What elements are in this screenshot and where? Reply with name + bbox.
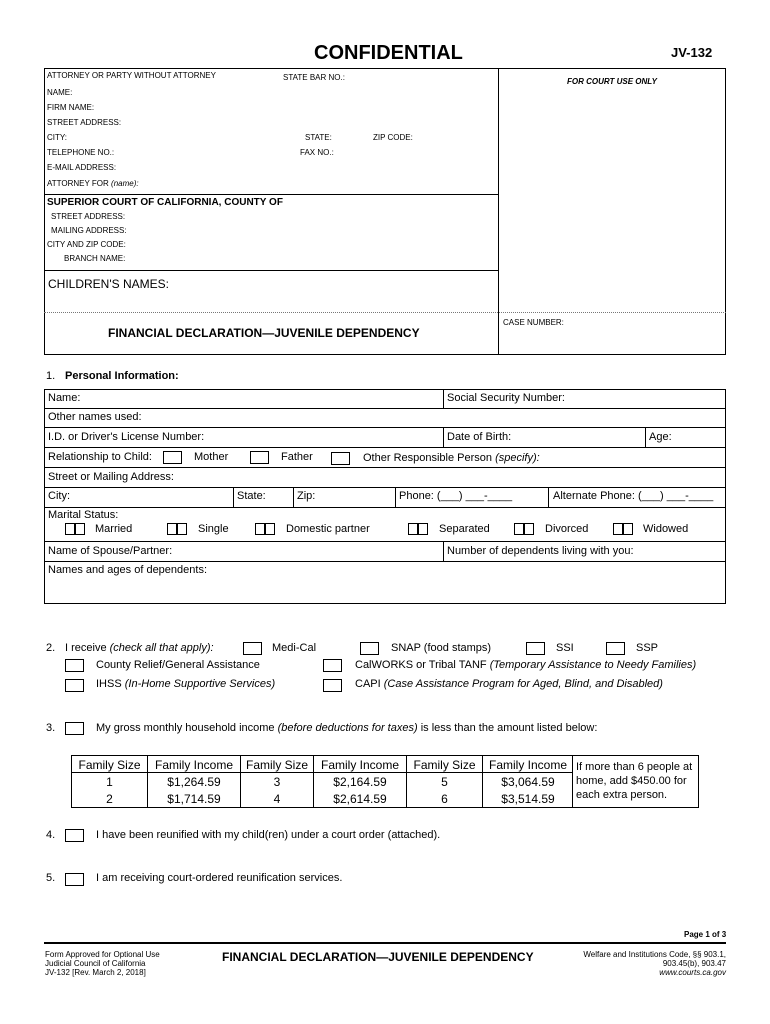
attorney-zip-label: ZIP CODE: (373, 133, 413, 142)
state-label: State: (237, 490, 266, 502)
spouse-label: Name of Spouse/Partner: (48, 545, 173, 557)
income-checkbox[interactable] (65, 722, 84, 735)
income-cell: 4 (273, 792, 281, 806)
ssn-input[interactable] (574, 392, 722, 406)
children-names-label: CHILDREN'S NAMES: (48, 277, 169, 291)
court-title: SUPERIOR COURT OF CALIFORNIA, COUNTY OF (47, 197, 283, 208)
attorney-for-label: ATTORNEY FOR (name): (47, 179, 139, 188)
attorney-state-label: STATE: (305, 133, 332, 142)
footer-left-line: Judicial Council of California (45, 959, 146, 968)
attorney-zip-input[interactable] (413, 131, 495, 145)
divorced-label: Divorced (545, 523, 589, 535)
court-mailing-input[interactable] (125, 224, 495, 238)
income-cell: $2,164.59 (333, 775, 387, 789)
court-street-input[interactable] (125, 210, 495, 224)
section1-number: 1. (46, 370, 56, 382)
section5-number: 5. (46, 872, 56, 884)
page-title: CONFIDENTIAL (314, 42, 463, 64)
email-input[interactable] (117, 161, 495, 175)
case-number-label: CASE NUMBER: (503, 318, 564, 327)
widowed-label: Widowed (643, 523, 689, 535)
email-label: E-MAIL ADDRESS: (47, 163, 117, 172)
marital-status-label: Marital Status: (48, 509, 119, 521)
court-street-label: STREET ADDRESS: (51, 212, 126, 221)
income-header-6: Family Income (488, 758, 568, 772)
name-input[interactable] (86, 392, 440, 406)
id-input[interactable] (215, 431, 440, 445)
fax-label: FAX NO.: (300, 148, 334, 157)
footer-right-line: 903.45(b), 903.47 (662, 959, 726, 968)
county-relief-checkbox[interactable] (65, 659, 84, 672)
income-cell: $3,514.59 (501, 792, 555, 806)
form-title: FINANCIAL DECLARATION—JUVENILE DEPENDENCY (108, 326, 420, 340)
page-number: Page 1 of 3 (684, 930, 727, 939)
children-names-input[interactable] (165, 277, 495, 291)
income-cell: 2 (106, 792, 113, 806)
capi-checkbox[interactable] (323, 679, 342, 692)
attorney-street-label: STREET ADDRESS: (47, 118, 122, 127)
county-input[interactable] (288, 196, 495, 210)
section4-number: 4. (46, 829, 56, 841)
dependents-input[interactable] (48, 580, 720, 594)
footer-left-line: JV-132 [Rev. March 2, 2018] (45, 968, 146, 977)
married-checkbox[interactable] (65, 523, 75, 535)
capi-label: CAPI (Case Assistance Program for Aged, Blind, and Disabled) (355, 678, 663, 690)
street-input[interactable] (184, 471, 722, 485)
state-bar-input[interactable] (345, 70, 495, 84)
single-checkbox[interactable] (167, 523, 177, 535)
calworks-checkbox[interactable] (323, 659, 342, 672)
telephone-input[interactable] (113, 146, 298, 160)
other-responsible-label: Other Responsible Person (specify): (363, 452, 540, 464)
footer-left-line: Form Approved for Optional Use (45, 950, 160, 959)
domestic-partner-label: Domestic partner (286, 523, 370, 535)
divorced-checkbox[interactable] (514, 523, 524, 535)
section1-title: Personal Information: (65, 370, 179, 382)
ssp-checkbox[interactable] (606, 642, 625, 655)
income-note-line: If more than 6 people at (576, 761, 693, 773)
medi-cal-checkbox[interactable] (243, 642, 262, 655)
form-id: JV-132 (671, 45, 713, 60)
section3-number: 3. (46, 722, 56, 734)
age-input[interactable] (675, 431, 723, 445)
income-header-2: Family Income (154, 758, 234, 772)
ssp-label: SSP (636, 642, 659, 654)
city-label: City: (48, 490, 70, 502)
snap-label: SNAP (food stamps) (391, 642, 492, 654)
other-responsible-checkbox[interactable] (331, 452, 350, 465)
income-cell: $1,714.59 (167, 792, 221, 806)
footer-right-line: Welfare and Institutions Code, §§ 903.1, (583, 950, 726, 959)
income-note-line: each extra person. (576, 789, 668, 801)
city-input[interactable] (75, 490, 230, 504)
widowed-checkbox[interactable] (613, 523, 623, 535)
firm-name-label: FIRM NAME: (47, 103, 95, 112)
attorney-name-label: NAME: (47, 88, 73, 97)
footer-website-link[interactable]: www.courts.ca.gov (659, 968, 726, 977)
section3-text: My gross monthly household income (before deductions for taxes) is less than the amount listed below: (96, 722, 598, 734)
calworks-label: CalWORKS or Tribal TANF (Temporary Assistance to Needy Families) (355, 659, 697, 671)
mother-label: Mother (194, 451, 229, 463)
section2-number: 2. (46, 642, 56, 654)
attorney-for-input[interactable] (135, 177, 495, 191)
income-cell: 3 (273, 775, 281, 789)
mother-checkbox[interactable] (163, 451, 182, 464)
married-label: Married (95, 523, 133, 535)
section5-text: I am receiving court-ordered reunification services. (96, 872, 343, 884)
income-header-1: Family Size (78, 758, 141, 772)
case-number-input[interactable] (503, 334, 721, 348)
dependents-count-label: Number of dependents living with you: (447, 545, 634, 557)
income-cell: $3,064.59 (501, 775, 555, 789)
income-header-3: Family Size (245, 758, 308, 772)
alt-phone-label[interactable]: Alternate Phone: (___) ___-____ (553, 490, 714, 502)
attorney-city-input[interactable] (70, 131, 300, 145)
relationship-label: Relationship to Child: (48, 451, 152, 463)
attorney-street-input[interactable] (121, 116, 496, 130)
court-branch-label: BRANCH NAME: (64, 254, 126, 263)
income-cell: 1 (106, 775, 113, 789)
attorney-label: ATTORNEY OR PARTY WITHOUT ATTORNEY (47, 71, 216, 80)
section4-text: I have been reunified with my child(ren) under a court order (attached). (96, 829, 441, 841)
section2-lead: I receive (check all that apply): (65, 642, 214, 654)
dependents-label: Names and ages of dependents: (48, 564, 208, 576)
income-cell: 6 (441, 792, 448, 806)
father-label: Father (281, 451, 313, 463)
other-names-label: Other names used: (48, 411, 142, 423)
dob-input[interactable] (522, 431, 642, 445)
ssn-label: Social Security Number: (447, 392, 565, 404)
footer-title: FINANCIAL DECLARATION—JUVENILE DEPENDENCY (222, 950, 534, 964)
county-relief-label: County Relief/General Assistance (96, 659, 260, 671)
attorney-city-label: CITY: (47, 133, 68, 142)
attorney-name-input[interactable] (75, 86, 495, 100)
reunification-services-checkbox[interactable] (65, 873, 84, 886)
dob-label: Date of Birth: (447, 431, 512, 443)
separated-checkbox[interactable] (408, 523, 418, 535)
attorney-state-input[interactable] (335, 131, 370, 145)
other-names-input[interactable] (150, 411, 720, 425)
income-header-5: Family Size (413, 758, 476, 772)
other-responsible-input[interactable] (552, 451, 722, 465)
medi-cal-label: Medi-Cal (272, 642, 317, 654)
income-cell: $1,264.59 (167, 775, 221, 789)
ihss-checkbox[interactable] (65, 679, 84, 692)
court-branch-input[interactable] (125, 252, 495, 266)
domestic-partner-checkbox[interactable] (255, 523, 265, 535)
spouse-input[interactable] (182, 545, 440, 559)
court-use-label: FOR COURT USE ONLY (567, 77, 657, 86)
separated-label: Separated (439, 523, 490, 535)
single-label: Single (198, 523, 229, 535)
telephone-label: TELEPHONE NO.: (47, 148, 115, 157)
ssi-label: SSI (556, 642, 574, 654)
income-cell: $2,614.59 (333, 792, 387, 806)
phone-label[interactable]: Phone: (___) ___-____ (399, 490, 513, 502)
dependents-count-input[interactable] (644, 545, 722, 559)
ssi-checkbox[interactable] (526, 642, 545, 655)
income-header-4: Family Income (320, 758, 400, 772)
reunified-checkbox[interactable] (65, 829, 84, 842)
age-label: Age: (649, 431, 672, 443)
income-cell: 5 (441, 775, 448, 789)
ihss-label: IHSS (In-Home Supportive Services) (96, 678, 276, 690)
id-label: I.D. or Driver's License Number: (48, 431, 205, 443)
court-city-zip-label: CITY AND ZIP CODE: (47, 240, 126, 249)
fax-input[interactable] (337, 146, 495, 160)
name-label: Name: (48, 392, 81, 404)
firm-name-input[interactable] (96, 101, 496, 115)
snap-checkbox[interactable] (360, 642, 379, 655)
father-checkbox[interactable] (250, 451, 269, 464)
zip-label: Zip: (297, 490, 316, 502)
state-bar-label: STATE BAR NO.: (283, 73, 345, 82)
income-note-line: home, add $450.00 for (576, 775, 687, 787)
court-city-zip-input[interactable] (125, 238, 495, 252)
court-mailing-label: MAILING ADDRESS: (51, 226, 127, 235)
street-label: Street or Mailing Address: (48, 471, 174, 483)
